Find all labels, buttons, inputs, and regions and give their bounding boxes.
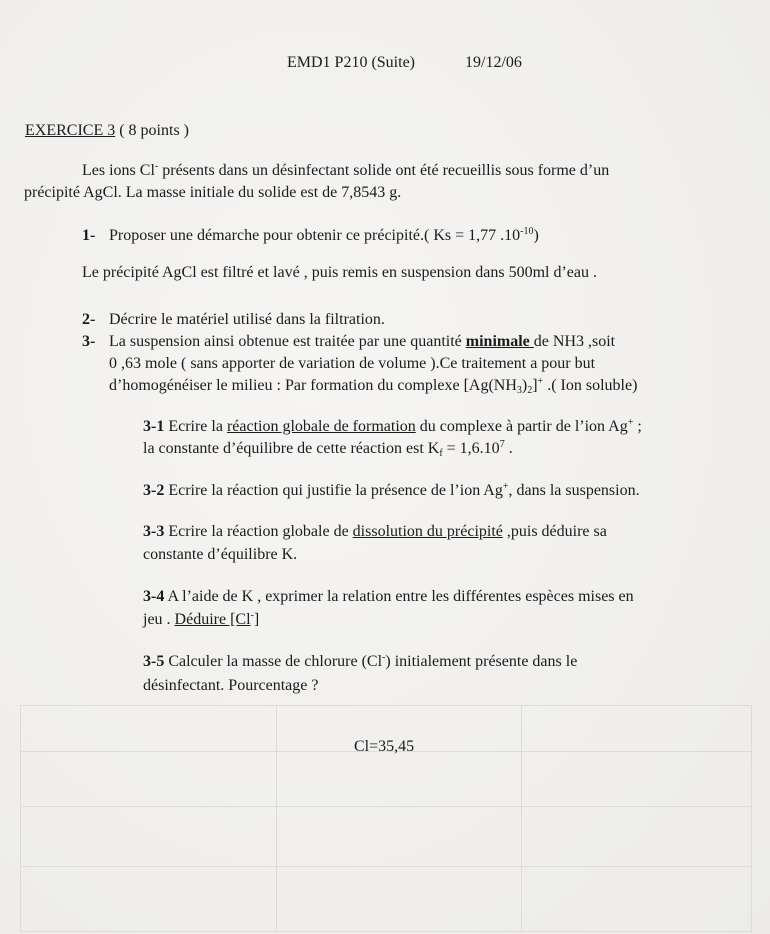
question-1-text: Proposer une démarche pour obtenir ce précipité.( Ks = 1,77 $.10^{-10}$) [109,226,539,244]
question-1-number: 1- [82,227,96,244]
question-3-5-number: 3-5 [143,653,165,670]
question-3-line-3: d’homogénéiser le milieu : Par formation du complexe $[Ag(NH_3)_2]^+$ .( Ion soluble) [109,376,638,396]
filtration-statement: Le précipité AgCl est filtré et lavé , puis remis en suspension dans 500ml d’eau . [82,264,597,281]
question-3-4-line-1: 3-4 A l’aide de K , exprimer la relation entre les différentes espèces mises en [143,588,634,605]
question-3-4-number: 3-4 [143,588,165,605]
question-3-3-line-2: constante d’équilibre K. [143,546,298,563]
exam-date: 19/12/06 [465,54,522,71]
exercise-heading [25,121,189,141]
question-3-2-text: 3-2 Ecrire la réaction qui justifie la présence de l’ion Ag+, dans la suspension. [143,481,640,499]
atomic-mass-data: Cl=35,45 [354,738,415,755]
question-3-5-line-1: 3-5 Calculer la masse de chlorure (Cl-) initialement présente dans le [143,652,578,670]
question-2-text: Décrire le matériel utilisé dans la filtration. [109,311,385,328]
question-3-1-number: 3-1 [143,418,165,435]
question-2-number: 2- [82,311,96,328]
question-3-2-number: 3-2 [143,482,165,499]
intro-line-2: précipité AgCl. La masse initiale du solide est de 7,8543 g. [24,184,402,201]
question-3-4-line-2: jeu . Déduire [Cl-] [143,610,260,628]
exercise-points: ( 8 points ) [119,122,189,139]
exercise-title: EXERCICE 3 [25,122,116,139]
question-3-line-2: 0 ,63 mole ( sans apporter de variation de volume ).Ce traitement a pour but [109,355,596,372]
question-3-line-1: La suspension ainsi obtenue est traitée par une quantité minimale de NH3 ,soit [109,333,616,350]
question-3-3-line-1: 3-3 Ecrire la réaction globale de dissolution du précipité ,puis déduire sa [143,523,607,540]
question-3-1-line-1: 3-1 Ecrire la réaction globale de formation du complexe à partir de l’ion Ag+ ; [143,417,642,435]
exam-title: EMD1 P210 (Suite) [287,54,415,71]
question-3-5-line-2: désinfectant. Pourcentage ? [143,677,319,694]
question-3-1-line-2: la constante d’équilibre de cette réaction est $K_f = 1,6.10^7$ . [143,439,513,459]
intro-line-1: Les ions Cl- présents dans un désinfectant solide ont été recueillis sous forme d’un [82,161,610,179]
question-3-number: 3- [82,333,96,350]
question-3-3-number: 3-3 [143,523,165,540]
